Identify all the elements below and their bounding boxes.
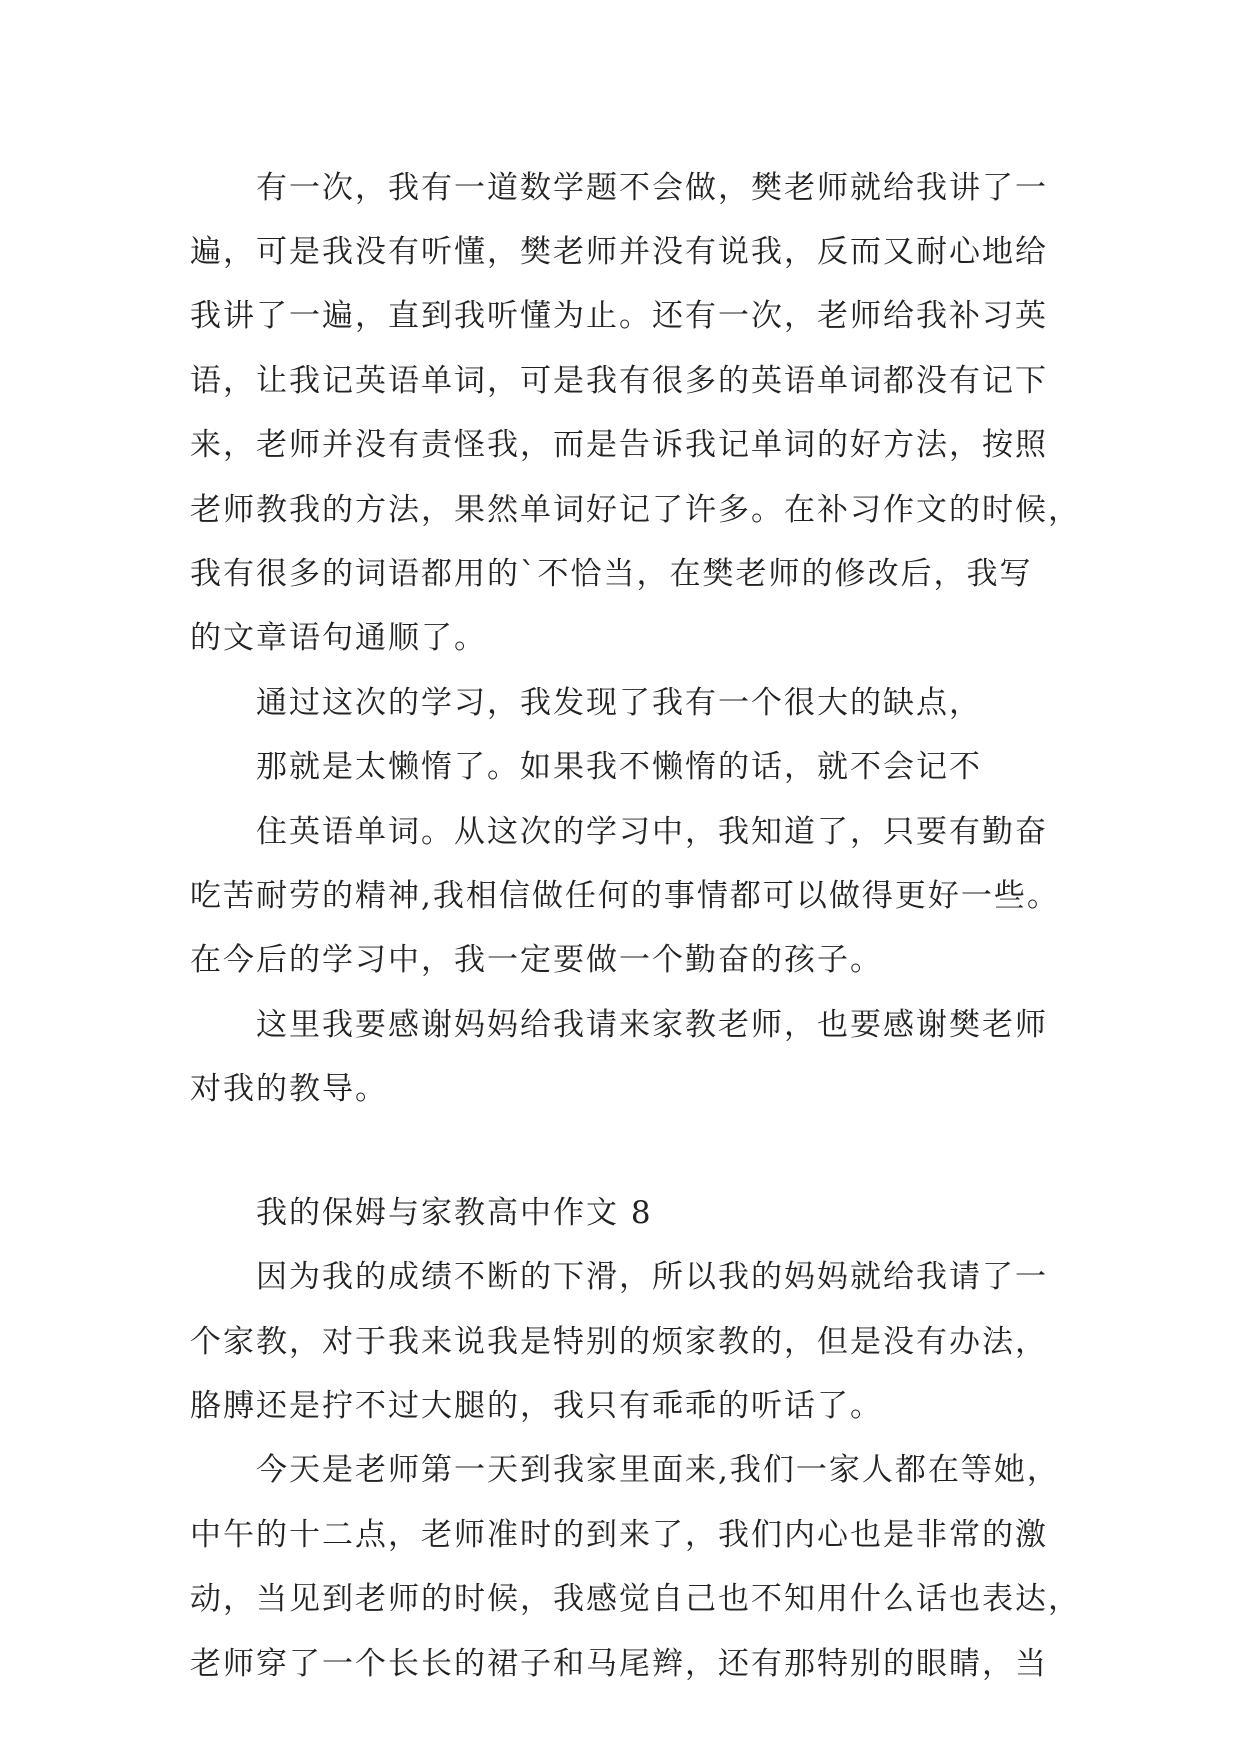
section-title: 我的保姆与家教高中作文 8 [256,1195,653,1231]
paragraph-line: 对我的教导。 [190,1071,388,1107]
paragraph-line: 老师穿了一个长长的裙子和马尾辫，还有那特别的眼睛，当 [190,1646,1048,1682]
paragraph-line: 动，当见到老师的时候，我感觉自己也不知用什么话也表达， [190,1581,1081,1617]
paragraph-line: 因为我的成绩不断的下滑，所以我的妈妈就给我请了一 [256,1259,1048,1295]
paragraph-line: 老师教我的方法，果然单词好记了许多。在补习作文的时候， [190,492,1081,528]
paragraph-line: 吃苦耐劳的精神,我相信做任何的事情都可以做得更好一些。 [190,878,1060,914]
paragraph-line: 中午的十二点，老师准时的到来了，我们内心也是非常的激 [190,1517,1048,1553]
paragraph-line: 有一次，我有一道数学题不会做，樊老师就给我讲了一 [256,170,1048,206]
paragraph-line: 在今后的学习中，我一定要做一个勤奋的孩子。 [190,942,883,978]
paragraph-line: 通过这次的学习，我发现了我有一个很大的缺点， [256,685,982,721]
paragraph-line: 个家教，对于我来说我是特别的烦家教的，但是没有办法， [190,1324,1048,1360]
paragraph-line: 我有很多的词语都用的`不恰当，在樊老师的修改后，我写 [190,556,1033,592]
paragraph-line: 今天是老师第一天到我家里面来,我们一家人都在等她， [256,1452,1060,1488]
paragraph-line: 住英语单词。从这次的学习中，我知道了，只要有勤奋 [256,814,1048,850]
paragraph-line: 遍，可是我没有听懂，樊老师并没有说我，反而又耐心地给 [190,234,1048,270]
paragraph-line: 胳膊还是拧不过大腿的，我只有乖乖的听话了。 [190,1388,883,1424]
paragraph-line: 我讲了一遍，直到我听懂为止。还有一次，老师给我补习英 [190,298,1048,334]
paragraph-line: 那就是太懒惰了。如果我不懒惰的话，就不会记不 [256,749,982,785]
paragraph-line: 来，老师并没有责怪我，而是告诉我记单词的好方法，按照 [190,427,1048,463]
paragraph-line: 这里我要感谢妈妈给我请来家教老师，也要感谢樊老师 [256,1007,1048,1043]
paragraph-line: 的文章语句通顺了。 [190,620,487,656]
paragraph-line: 语，让我记英语单词，可是我有很多的英语单词都没有记下 [190,363,1048,399]
